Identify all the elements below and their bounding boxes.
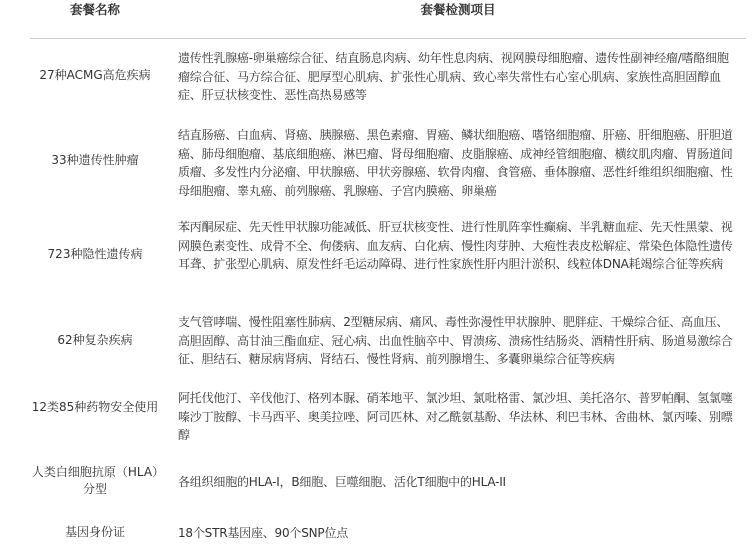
package-name: 基因身份证 bbox=[64, 525, 125, 539]
table-header bbox=[30, 0, 746, 39]
test-package-table bbox=[30, 0, 746, 540]
package-name: 723种隐性遗传病 bbox=[47, 247, 143, 261]
package-items: 支气管哮喘、慢性阻塞性肺病、2型糖尿病、痛风、毒性弥漫性甲状腺肿、肥胖症、干燥综合征、高血压、高胆固醇、高甘油三酯血症、冠心病、出血性脑卒中、胃溃疡、溃疡性结肠炎、酒精性肝病、肠道易激综合征、胆结石、糖尿病肾病、肾结石、慢性肾病、前列腺增生、多囊卵巢综合征等疾病 bbox=[178, 315, 733, 367]
package-name: 33种遗传性肿瘤 bbox=[51, 153, 139, 167]
package-name: 27种ACMG高危疾病 bbox=[39, 68, 151, 82]
header-package-name: 套餐名称 bbox=[69, 2, 120, 17]
package-items: 18个STR基因座、90个SNP位点 bbox=[178, 526, 349, 540]
package-name: 12类85种药物安全使用 bbox=[31, 400, 159, 414]
package-name: 人类白细胞抗原（HLA）分型 bbox=[31, 465, 159, 496]
header-test-items: 套餐检测项目 bbox=[420, 2, 496, 17]
package-items: 结直肠癌、白血病、肾癌、胰腺癌、黑色素瘤、胃癌、鳞状细胞癌、嗜铬细胞瘤、肝癌、肝细胞癌、肝胆道癌、肺母细胞瘤、基底细胞癌、淋巴瘤、肾母细胞瘤、皮脂腺癌、成神经管细胞瘤、横纹肌肉瘤、胃肠道间质瘤、多发性内分泌瘤、甲状腺癌、甲状旁腺癌、软骨肉瘤、食管癌、垂体腺瘤、恶性纤维组织细胞瘤、性母细胞瘤、睾丸癌、前列腺癌、乳腺癌、子宫内膜癌、卵巢癌 bbox=[178, 128, 733, 199]
package-items: 阿托伐他汀、辛伐他汀、格列本脲、硝苯地平、氯沙坦、氯吡格雷、氯沙坦、美托洛尔、普罗帕酮、氢氯噻嗪沙丁胺醇、卡马西平、奥美拉唑、阿司匹林、对乙酰氨基酚、华法林、利巴韦林、舍曲林、氯丙嗪、别嘌醇 bbox=[178, 391, 733, 443]
package-items: 苯丙酮尿症、先天性甲状腺功能减低、肝豆状核变性、进行性肌阵挛性癫痫、半乳糖血症、先天性黑蒙、视网膜色素变性、成骨不全、佝偻病、血友病、白化病、慢性肉芽肿、大疱性表皮松解症、常染色体隐性遗传耳聋、扩张型心肌病、原发性纤毛运动障碍、进行性家族性肝内胆汁淤积、线粒体DNA耗竭综合征等疾病 bbox=[178, 220, 733, 272]
package-name: 62种复杂疾病 bbox=[57, 333, 133, 347]
package-items: 各组织细胞的HLA-I，B细胞、巨噬细胞、活化T细胞中的HLA-II bbox=[178, 475, 506, 489]
package-items: 遗传性乳腺癌-卵巢癌综合征、结直肠息肉病、幼年性息肉病、视网膜母细胞瘤、遗传性副神经瘤/嗜酪细胞瘤综合征、马方综合征、肥厚型心肌病、扩张性心肌病、致心率失常性右心室心肌病、家族性高胆固醇血症、肝豆状核变性、恶性高热易感等 bbox=[178, 51, 729, 103]
